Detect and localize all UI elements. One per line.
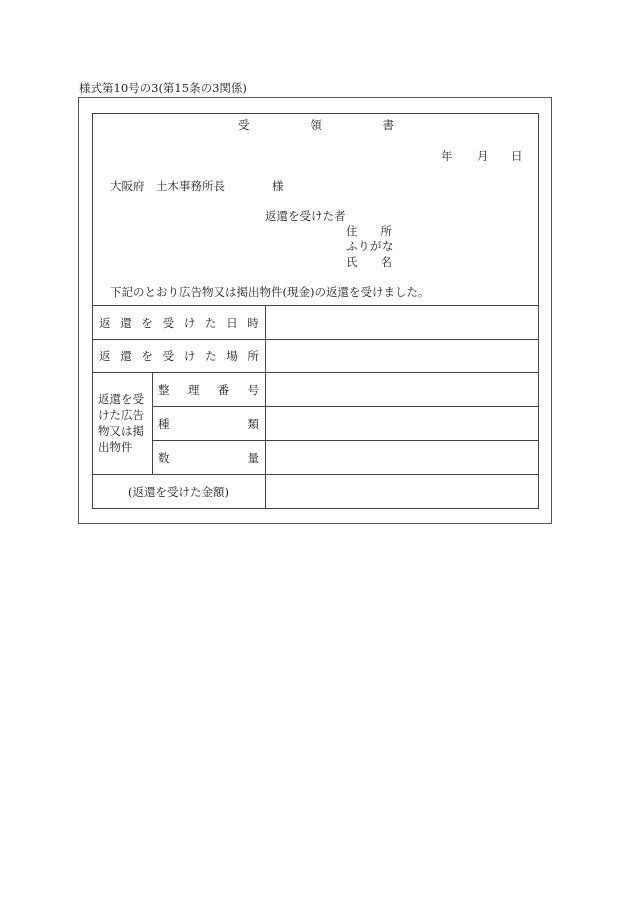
returned-goods-label: 返還を受 けた広告 物又は掲 出物件 bbox=[98, 392, 144, 454]
recipient-heading: 返還を受けた者 bbox=[265, 209, 346, 223]
recipient-address-label: 住 所 bbox=[346, 224, 392, 238]
quantity-label: 数 量 bbox=[158, 450, 259, 465]
statement-text: 下記のとおり広告物又は掲出物件(現金)の返還を受けました。 bbox=[110, 285, 430, 299]
title-char: 受 bbox=[238, 118, 250, 132]
recipient-name-label: 氏 名 bbox=[346, 255, 392, 269]
recipient-furigana-label: ふりがな bbox=[346, 239, 394, 253]
title-char: 領 bbox=[310, 118, 322, 132]
table-column-divider bbox=[152, 372, 153, 474]
reference-number-label: 整 理 番 号 bbox=[158, 382, 259, 397]
addressee-honorific: 様 bbox=[272, 179, 284, 193]
date-year-label: 年 bbox=[441, 149, 453, 163]
addressee-office: 大阪府 土木事務所長 bbox=[110, 179, 225, 193]
return-place-label: 返 還 を 受 け た 場 所 bbox=[99, 349, 259, 363]
table-column-divider bbox=[265, 305, 266, 508]
date-month-label: 月 bbox=[477, 149, 489, 163]
kind-label: 種 類 bbox=[158, 416, 259, 431]
returned-amount-label: (返還を受けた金額) bbox=[128, 484, 229, 499]
date-day-label: 日 bbox=[511, 149, 523, 163]
form-number: 様式第10号の3(第15条の3関係) bbox=[79, 81, 247, 95]
title-char: 書 bbox=[382, 118, 394, 132]
return-date-label: 返 還 を 受 け た 日 時 bbox=[99, 315, 259, 330]
receipt-title bbox=[238, 120, 394, 132]
